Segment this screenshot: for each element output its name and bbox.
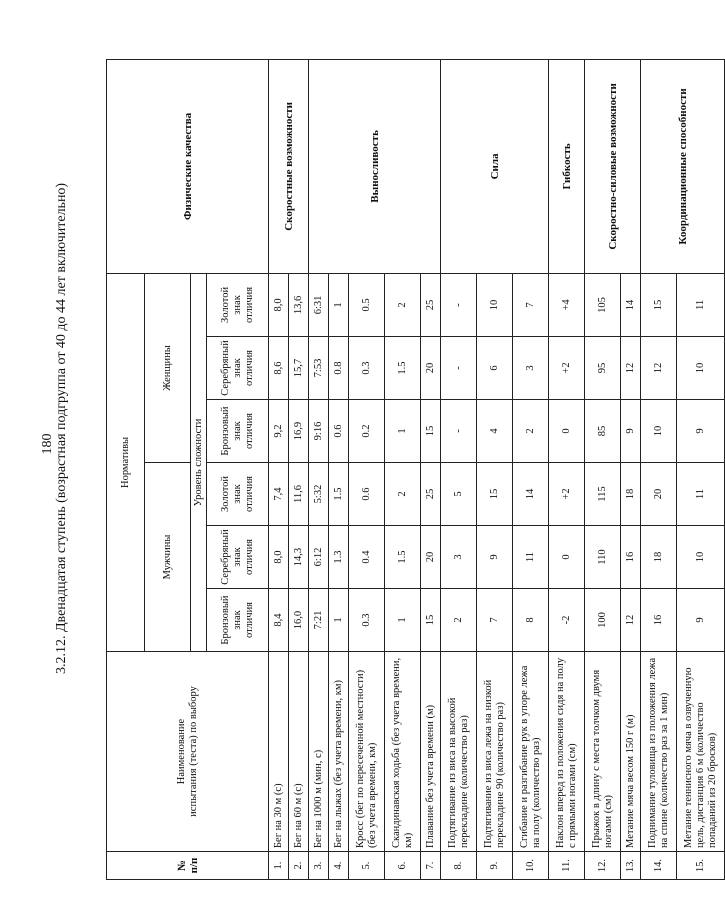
value-women-gold: +4 [549, 273, 585, 336]
value-men-bronze: 1 [329, 589, 349, 652]
value-men-bronze: 12 [621, 589, 641, 652]
value-women-bronze: 0.2 [349, 400, 385, 463]
value-men-silver: 6:12 [309, 526, 329, 589]
value-women-silver: 6 [477, 337, 513, 400]
value-men-gold: 115 [585, 463, 621, 526]
value-men-gold: 5 [441, 463, 477, 526]
value-men-silver: 9 [477, 526, 513, 589]
value-men-bronze: 8,4 [269, 589, 289, 652]
value-women-silver: 0.3 [349, 337, 385, 400]
value-women-gold: - [441, 273, 477, 336]
quality-coordination: Координационные способности [641, 59, 725, 273]
header-men: Мужчины [145, 463, 191, 652]
value-women-silver: 1.5 [385, 337, 421, 400]
row-number: 9. [477, 852, 513, 880]
value-men-silver: 3 [441, 526, 477, 589]
value-women-silver: 95 [585, 337, 621, 400]
row-number: 5. [349, 852, 385, 880]
value-men-silver: 16 [621, 526, 641, 589]
test-name: Сгибание и разгибание рук в упоре лежа на полу (количество раз) [513, 652, 549, 852]
value-men-gold: 2 [385, 463, 421, 526]
value-women-bronze: 0.6 [329, 400, 349, 463]
header-difficulty-level: Уровень сложности [191, 273, 207, 651]
value-women-bronze: 15 [421, 400, 441, 463]
value-men-silver: 8,0 [269, 526, 289, 589]
value-women-gold: 1 [329, 273, 349, 336]
header-norms: Нормативы [107, 273, 145, 651]
test-name: Метание теннисного мяча в озвученную цель, дистанция 6 м (количество попаданий из 20 бросков) [677, 652, 725, 852]
row-number: 7. [421, 852, 441, 880]
header-physical-qualities: Физические качества [107, 59, 269, 273]
test-name: Подтягивание из виса на высокой перекладине (количество раз) [441, 652, 477, 852]
test-name: Бег на 1000 м (мин, с) [309, 652, 329, 852]
value-women-gold: 15 [641, 273, 677, 336]
value-women-bronze: 9 [677, 400, 725, 463]
value-men-gold: 25 [421, 463, 441, 526]
value-women-bronze: 2 [513, 400, 549, 463]
header-men-bronze: Бронзовый знак отличия [207, 589, 269, 652]
value-men-bronze: 100 [585, 589, 621, 652]
value-women-bronze: 9:16 [309, 400, 329, 463]
value-women-bronze: 9,2 [269, 400, 289, 463]
row-number: 4. [329, 852, 349, 880]
value-men-bronze: 15 [421, 589, 441, 652]
row-number: 13. [621, 852, 641, 880]
value-women-gold: 0.5 [349, 273, 385, 336]
value-men-silver: 1.5 [385, 526, 421, 589]
value-women-bronze: 16,9 [289, 400, 309, 463]
value-men-gold: 11,6 [289, 463, 309, 526]
value-women-gold: 25 [421, 273, 441, 336]
value-men-gold: 11 [677, 463, 725, 526]
value-women-silver: - [441, 337, 477, 400]
value-men-silver: 1.3 [329, 526, 349, 589]
value-women-silver: 12 [641, 337, 677, 400]
test-name: Бег на лыжах (без учета времени, км) [329, 652, 349, 852]
header-number: № п/п [107, 852, 269, 880]
header-women-bronze: Бронзовый знак отличия [207, 400, 269, 463]
header-women-gold: Золотой знак отличия [207, 273, 269, 336]
table-row [641, 59, 677, 879]
value-women-gold: 11 [677, 273, 725, 336]
test-name: Подтягивание из виса лежа на низкой перекладине 90 (количество раз) [477, 652, 513, 852]
test-name: Скандинавская ходьба (без учета времени, км) [385, 652, 421, 852]
header-women-silver: Серебряный знак отличия [207, 337, 269, 400]
test-name: Прыжок в длину с места толчком двумя ногами (см) [585, 652, 621, 852]
header-women: Женщины [145, 273, 191, 462]
value-men-bronze: 7 [477, 589, 513, 652]
value-women-silver: 3 [513, 337, 549, 400]
table-row [269, 59, 289, 879]
row-number: 12. [585, 852, 621, 880]
quality-speed-strength: Скоростно-силовые возможности [585, 59, 641, 273]
value-women-bronze: 0 [549, 400, 585, 463]
row-number: 1. [269, 852, 289, 880]
quality-flexibility: Гибкость [549, 59, 585, 273]
value-men-bronze: 2 [441, 589, 477, 652]
value-men-silver: 20 [421, 526, 441, 589]
table-row [309, 59, 329, 879]
value-women-gold: 8,0 [269, 273, 289, 336]
value-women-bronze: - [441, 400, 477, 463]
value-women-bronze: 9 [621, 400, 641, 463]
test-name: Наклон вперед из положения сидя на полу с прямыми ногами (см) [549, 652, 585, 852]
value-women-silver: 12 [621, 337, 641, 400]
value-women-gold: 7 [513, 273, 549, 336]
value-men-bronze: 7:21 [309, 589, 329, 652]
value-women-bronze: 4 [477, 400, 513, 463]
test-name: Кросс (бег по пересеченной местности) (без учета времени, км) [349, 652, 385, 852]
test-name: Бег на 60 м (с) [289, 652, 309, 852]
value-men-bronze: 16 [641, 589, 677, 652]
value-women-gold: 14 [621, 273, 641, 336]
quality-endurance: Выносливость [309, 59, 441, 273]
norms-table [106, 59, 725, 880]
norms-table-rotated [106, 60, 718, 880]
value-men-gold: 18 [621, 463, 641, 526]
row-number: 14. [641, 852, 677, 880]
test-name: Плавание без учета времени (м) [421, 652, 441, 852]
table-row [585, 59, 621, 879]
row-number: 3. [309, 852, 329, 880]
value-men-bronze: 16,0 [289, 589, 309, 652]
value-men-gold: 14 [513, 463, 549, 526]
value-men-bronze: -2 [549, 589, 585, 652]
value-men-gold: 15 [477, 463, 513, 526]
value-women-silver: 8,6 [269, 337, 289, 400]
row-number: 2. [289, 852, 309, 880]
value-women-silver: +2 [549, 337, 585, 400]
page-number: 180 [40, 433, 55, 455]
test-name: Метание мяча весом 150 г (м) [621, 652, 641, 852]
row-number: 8. [441, 852, 477, 880]
value-women-silver: 7:53 [309, 337, 329, 400]
quality-strength: Сила [441, 59, 549, 273]
row-number: 10. [513, 852, 549, 880]
value-men-bronze: 1 [385, 589, 421, 652]
value-women-silver: 0.8 [329, 337, 349, 400]
row-number: 11. [549, 852, 585, 880]
value-women-gold: 6:31 [309, 273, 329, 336]
value-men-gold: 5:32 [309, 463, 329, 526]
value-men-gold: 1.5 [329, 463, 349, 526]
value-men-gold: 7,4 [269, 463, 289, 526]
test-name: Бег на 30 м (с) [269, 652, 289, 852]
row-number: 6. [385, 852, 421, 880]
table-row [441, 59, 477, 879]
test-name: Поднимание туловища из положения лежа на спине (количество раз за 1 мин) [641, 652, 677, 852]
value-women-silver: 20 [421, 337, 441, 400]
value-women-bronze: 85 [585, 400, 621, 463]
value-men-silver: 0.4 [349, 526, 385, 589]
value-women-silver: 10 [677, 337, 725, 400]
value-men-silver: 110 [585, 526, 621, 589]
value-women-silver: 15,7 [289, 337, 309, 400]
value-men-silver: 18 [641, 526, 677, 589]
value-men-gold: 0.6 [349, 463, 385, 526]
value-women-bronze: 1 [385, 400, 421, 463]
quality-speed: Скоростные возможности [269, 59, 309, 273]
value-women-gold: 105 [585, 273, 621, 336]
header-men-gold: Золотой знак отличия [207, 463, 269, 526]
value-women-gold: 2 [385, 273, 421, 336]
value-men-gold: 20 [641, 463, 677, 526]
value-men-bronze: 8 [513, 589, 549, 652]
value-men-bronze: 0.3 [349, 589, 385, 652]
value-women-gold: 13,6 [289, 273, 309, 336]
value-men-silver: 14,3 [289, 526, 309, 589]
value-women-bronze: 10 [641, 400, 677, 463]
row-number: 15. [677, 852, 725, 880]
value-men-silver: 10 [677, 526, 725, 589]
value-men-bronze: 9 [677, 589, 725, 652]
table-caption: 3.2.12. Двенадцатая ступень (возрастная подгруппа от 40 до 44 лет включительно) [54, 182, 69, 674]
value-men-silver: 11 [513, 526, 549, 589]
header-men-silver: Серебряный знак отличия [207, 526, 269, 589]
value-women-gold: 10 [477, 273, 513, 336]
value-men-gold: +2 [549, 463, 585, 526]
header-test-name: Наименование испытания (теста) по выбору [107, 652, 269, 852]
value-men-silver: 0 [549, 526, 585, 589]
table-row [549, 59, 585, 879]
